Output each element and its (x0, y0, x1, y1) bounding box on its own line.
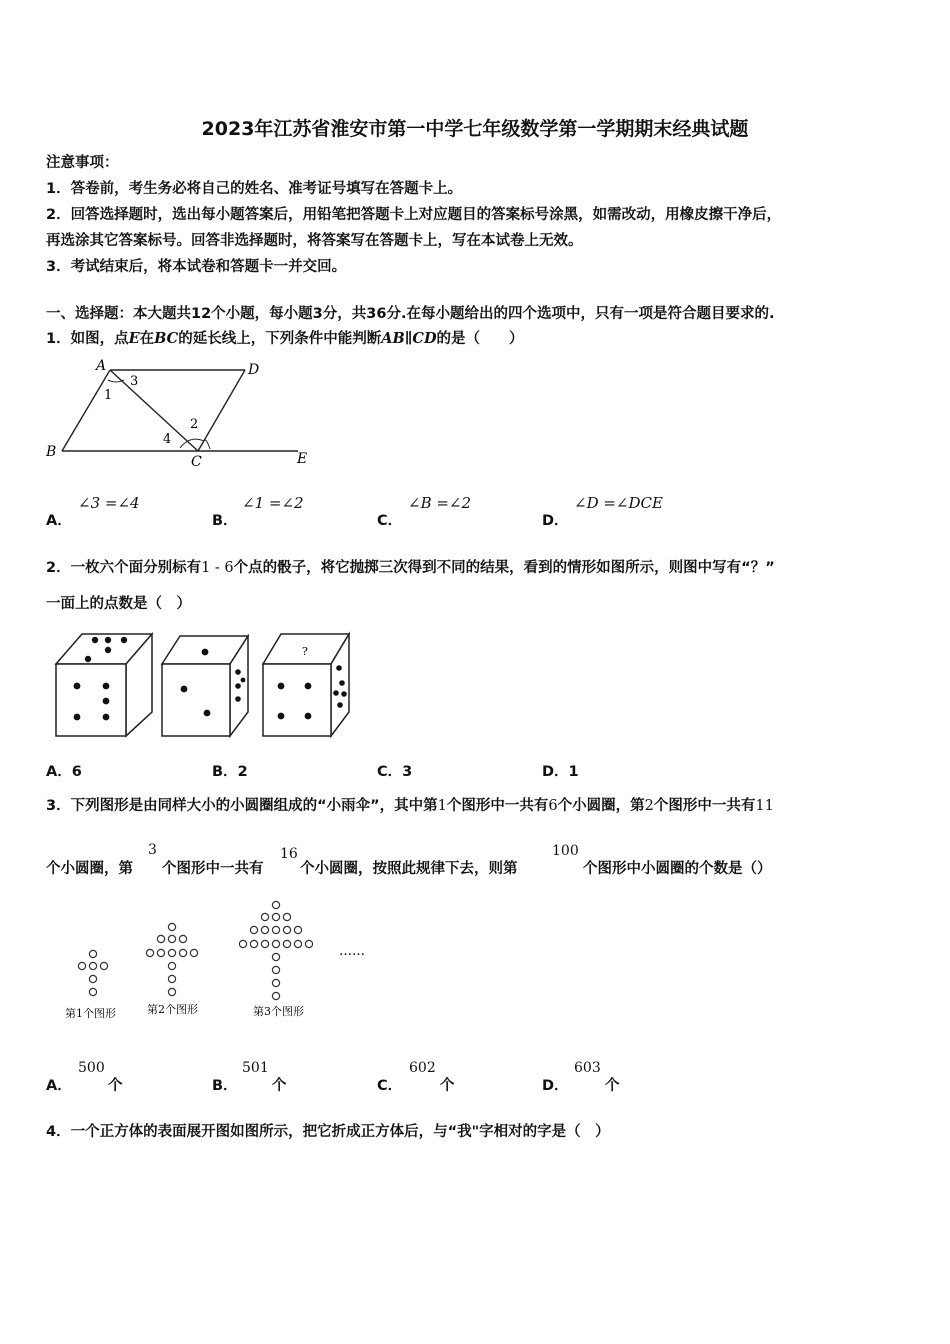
angle-1: 1 (104, 388, 113, 403)
label-E: E (297, 451, 308, 467)
q1-option-a-value: ∠3 =∠4 (78, 494, 140, 512)
q2-stem-line2: 一面上的点数是（ ） (46, 596, 191, 612)
die-question-mark: ? (302, 645, 308, 658)
q3-option-b-value: 501 (242, 1060, 269, 1076)
q2-option-c: C．3 (377, 764, 413, 780)
angle-3: 3 (130, 374, 139, 389)
label-B: B (46, 444, 57, 460)
q3-option-c-value: 602 (409, 1060, 436, 1076)
q1-option-d-letter: D． (542, 513, 569, 529)
figure-ellipsis: …… (339, 944, 365, 959)
q3-option-b-unit: 个 (272, 1078, 287, 1094)
q3-stem-line2-b: 个图形中一共有 (162, 861, 264, 877)
q1-option-d-value: ∠D =∠DCE (574, 494, 663, 512)
notice-item-1: 1．答卷前，考生务必将自己的姓名、准考证号填写在答题卡上。 (46, 181, 463, 197)
die-3 (263, 634, 349, 736)
section-heading: 一、选择题：本大题共12个小题，每小题3分，共36分.在每小题给出的四个选项中，只有一项是符合题目要求的. (46, 306, 775, 322)
q3-stem-line2-a: 个小圆圈，第 (46, 861, 133, 877)
page-title: 2023年江苏省淮安市第一中学七年级数学第一学期期末经典试题 (201, 118, 749, 140)
q1-option-c-letter: C． (377, 513, 403, 529)
die-1 (56, 634, 152, 736)
notice-item-3: 3．考试结束后，将本试卷和答题卡一并交回。 (46, 259, 347, 275)
q3-option-d-value: 603 (574, 1060, 601, 1076)
q2-dice-figure (50, 628, 370, 743)
die-2 (162, 636, 248, 736)
notice-item-2: 2．回答选择题时，选出每小题答案后，用铅笔把答题卡上对应题目的答案标号涂黑，如需改动，用橡皮擦干净后， (46, 207, 782, 223)
q3-option-d-letter: D． (542, 1078, 569, 1094)
label-A: A (96, 358, 107, 374)
q3-stem-line2-c: 个小圆圈，按照此规律下去，则第 (300, 861, 518, 877)
q3-option-d-unit: 个 (605, 1078, 620, 1094)
q1-stem: 1．如图，点E在BC的延长线上，下列条件中能判断AB∥CD的是（ ） (46, 330, 524, 347)
caption-2: 第2个图形 (147, 1003, 198, 1016)
label-C: C (191, 454, 202, 470)
q3-option-a-letter: A． (46, 1078, 72, 1094)
q3-option-a-value: 500 (78, 1060, 105, 1076)
q1-figure (40, 355, 320, 470)
q2-stem-line1: 2．一枚六个面分别标有1 - 6个点的骰子，将它抛掷三次得到不同的结果，看到的情形如图所示，则图中写有“？” (46, 560, 775, 576)
q2-option-a: A．6 (46, 764, 82, 780)
q3-stem-line2-d: 个图形中小圆圈的个数是（） (583, 861, 772, 877)
label-D: D (248, 362, 260, 378)
q4-stem: 4．一个正方体的表面展开图如图所示，把它折成正方体后，与“我"字相对的字是（ ） (46, 1124, 610, 1140)
q3-option-a-unit: 个 (108, 1078, 123, 1094)
q3-num-16: 16 (280, 846, 298, 862)
q1-option-b-value: ∠1 =∠2 (242, 494, 304, 512)
q3-num-3: 3 (148, 842, 157, 858)
notice-heading: 注意事项： (46, 155, 119, 171)
q3-option-c-unit: 个 (440, 1078, 455, 1094)
q3-option-b-letter: B． (212, 1078, 238, 1094)
caption-1: 第1个图形 (65, 1007, 116, 1020)
q3-option-c-letter: C． (377, 1078, 403, 1094)
q1-option-b-letter: B． (212, 513, 238, 529)
notice-item-2-cont: 再选涂其它答案标号。回答非选择题时，将答案写在答题卡上，写在本试卷上无效。 (46, 233, 583, 249)
q3-stem-line1: 3．下列图形是由同样大小的小圆圈组成的“小雨伞”，其中第1个图形中一共有6个小圆圈，第2个图形中一共有11 (46, 798, 774, 814)
caption-3: 第3个图形 (253, 1005, 304, 1018)
angle-2: 2 (190, 417, 199, 432)
q2-option-d: D．1 (542, 764, 579, 780)
q2-option-b: B．2 (212, 764, 248, 780)
q1-option-a-letter: A． (46, 513, 72, 529)
q3-num-100: 100 (552, 843, 579, 859)
angle-4: 4 (163, 432, 172, 447)
q3-umbrella-figure (55, 895, 385, 1025)
q1-option-c-value: ∠B =∠2 (408, 494, 472, 512)
